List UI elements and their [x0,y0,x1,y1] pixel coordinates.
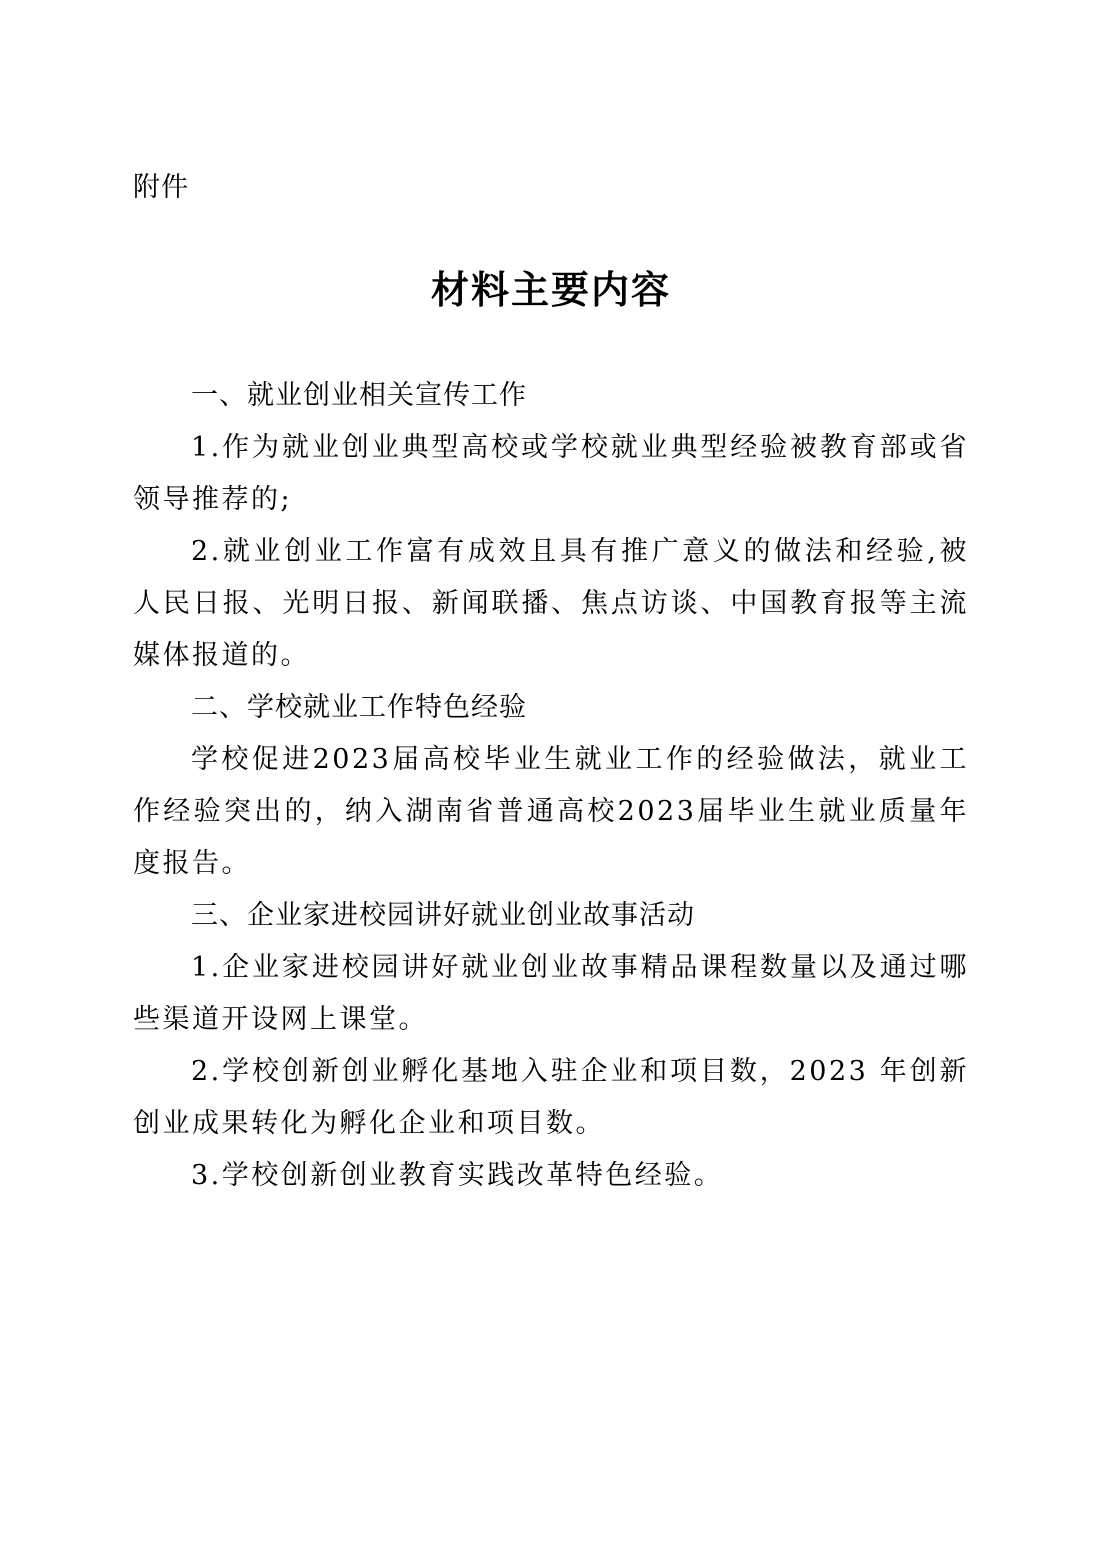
section-employment-experience [133,682,969,890]
section-entrepreneur-campus [133,890,969,1202]
annex-label: 附件 [133,172,189,203]
section-paragraph: 3.学校创新创业教育实践改革特色经验。 [191,1160,724,1191]
section-heading: 一、就业创业相关宣传工作 [191,380,527,411]
section-paragraph: 2.学校创新创业孵化基地入驻企业和项目数，2023 年创新创业成果转化为孵化企业和项目数。 [133,1056,969,1139]
document-body [133,370,969,1202]
section-paragraph: 2.就业创业工作富有成效且具有推广意义的做法和经验,被人民日报、光明日报、新闻联播、焦点访谈、中国教育报等主流媒体报道的。 [133,536,969,671]
section-heading: 三、企业家进校园讲好就业创业故事活动 [191,900,695,931]
section-paragraph: 1.作为就业创业典型高校或学校就业典型经验被教育部或省领导推荐的; [133,432,969,515]
section-paragraph: 1.企业家进校园讲好就业创业故事精品课程数量以及通过哪些渠道开设网上课堂。 [133,952,969,1035]
section-heading: 二、学校就业工作特色经验 [191,692,527,723]
document-title: 材料主要内容 [430,268,671,312]
section-paragraph: 学校促进2023届高校毕业生就业工作的经验做法，就业工作经验突出的，纳入湖南省普通高校2023届毕业生就业质量年度报告。 [133,744,969,879]
section-publicity [133,370,969,682]
